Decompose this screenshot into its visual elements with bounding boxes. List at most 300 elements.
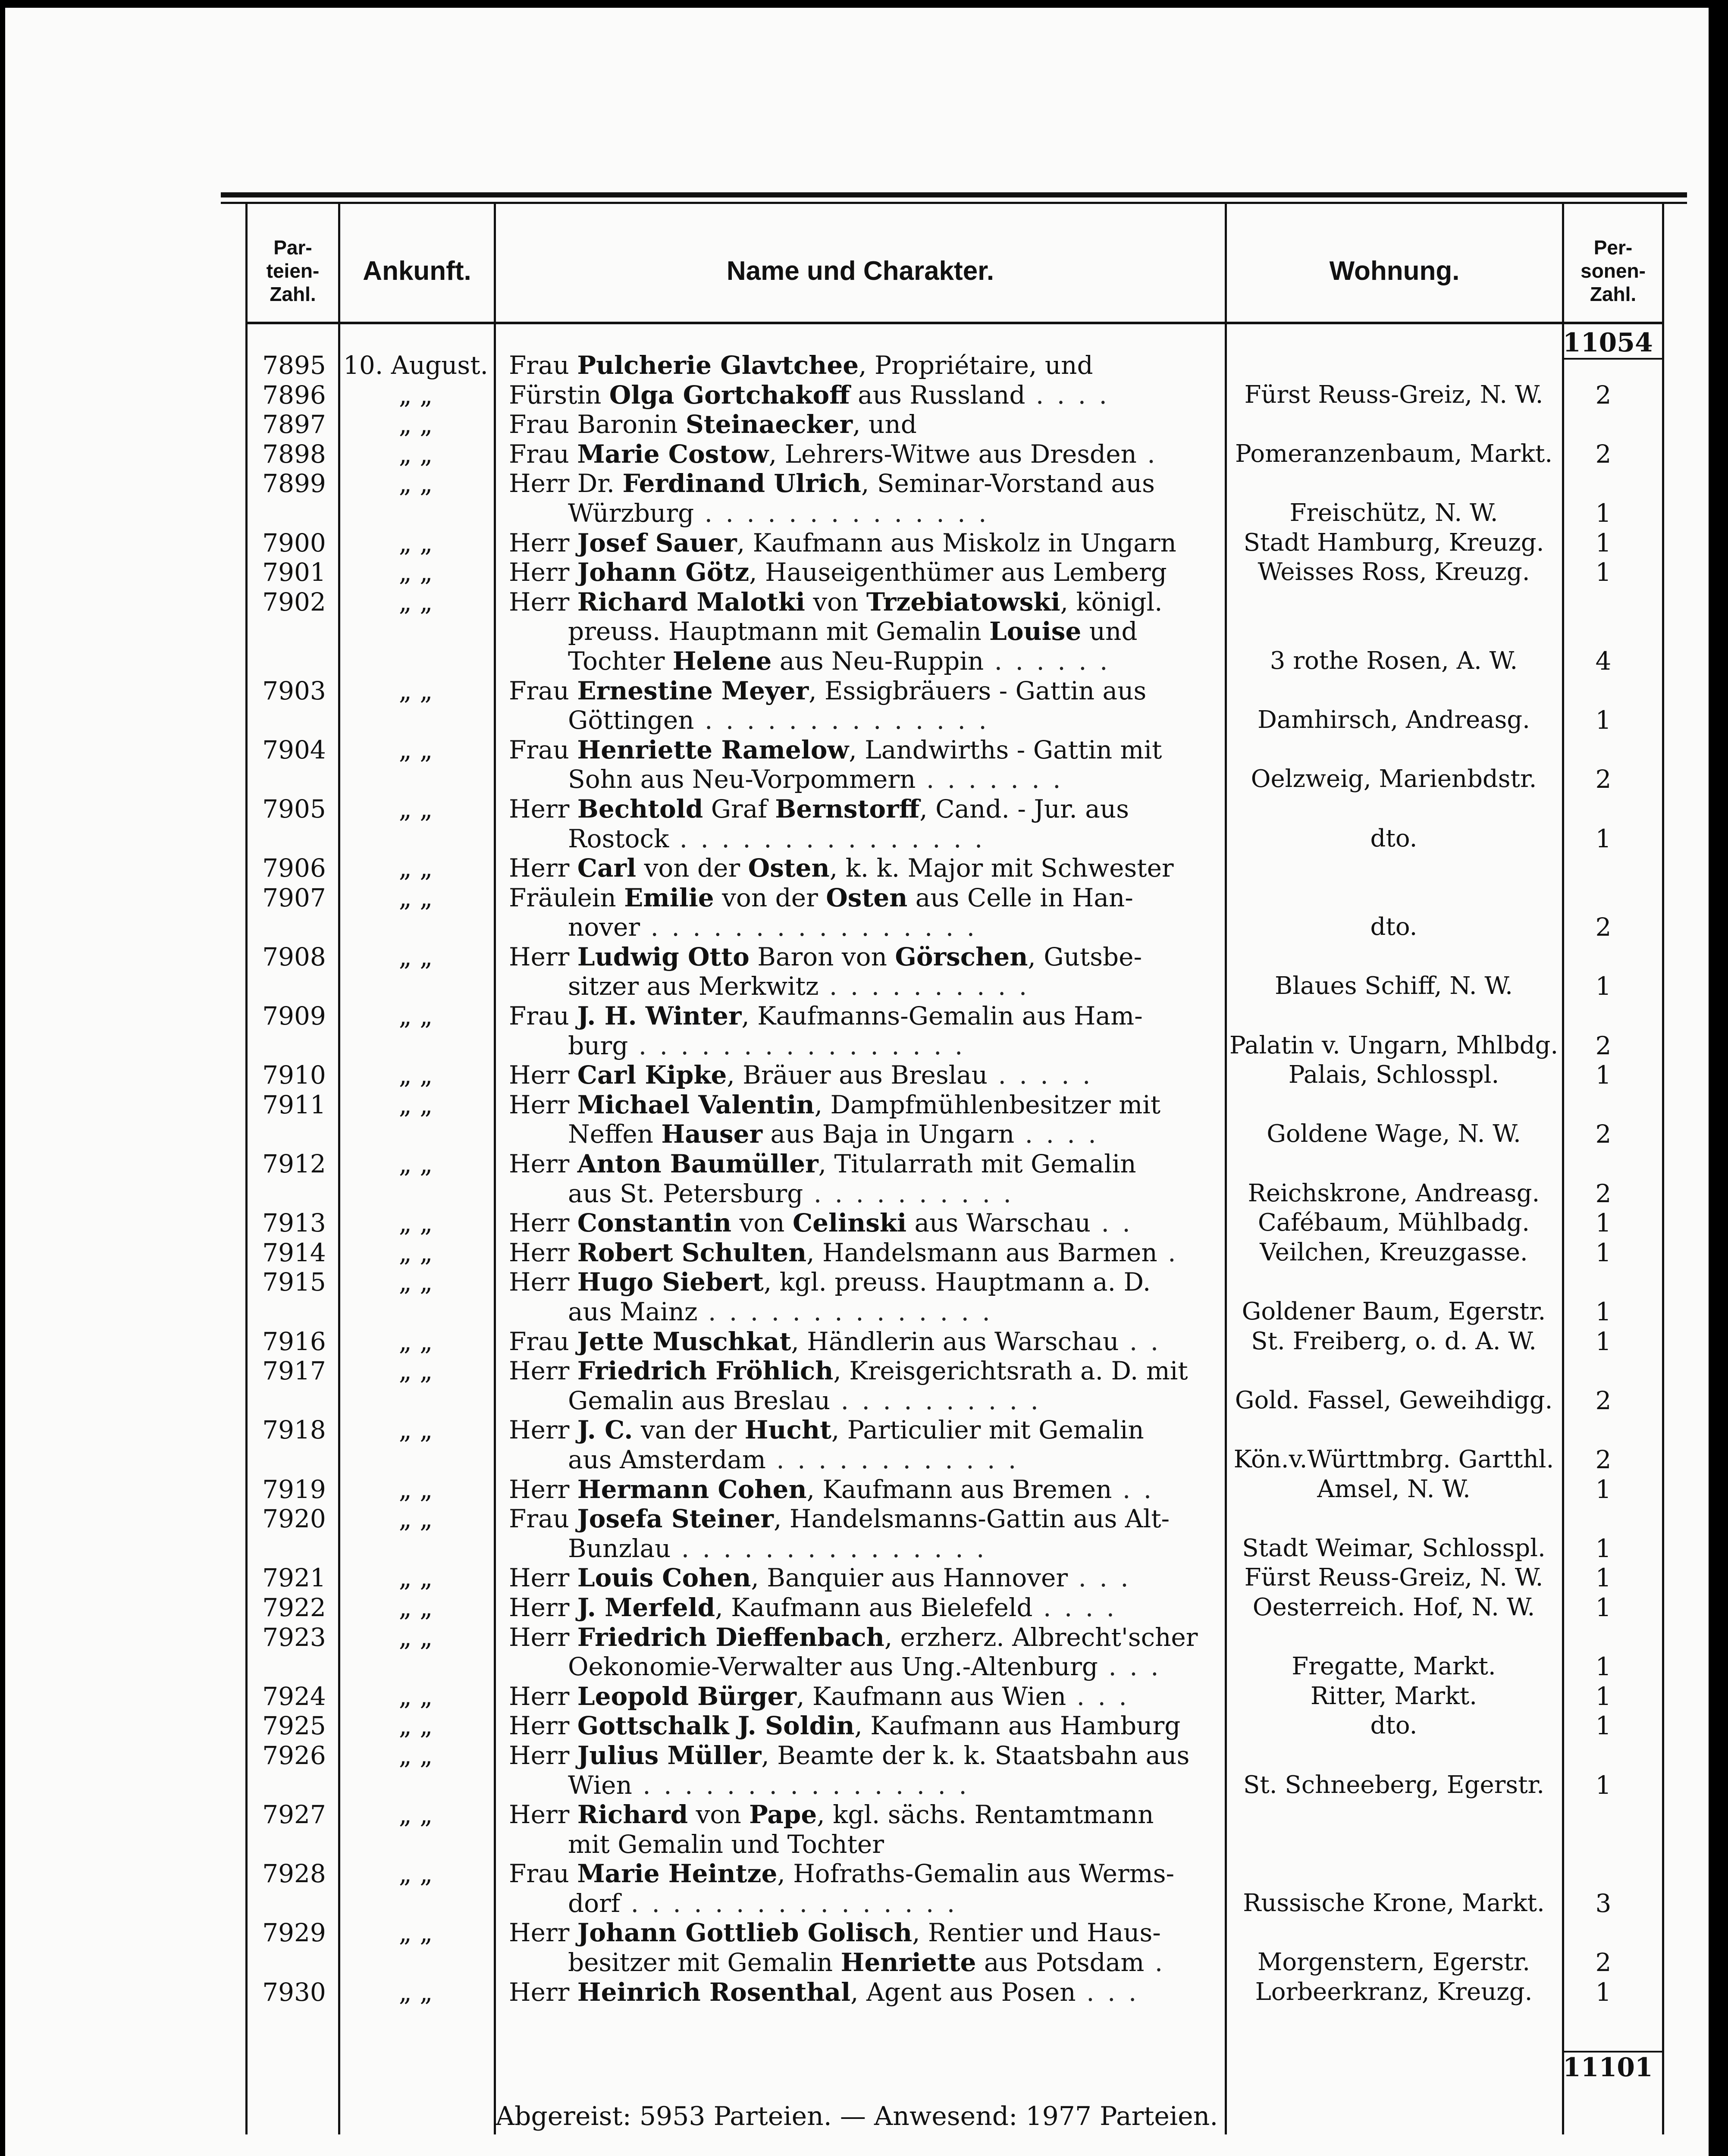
person-name: Josefa Steiner — [577, 1504, 774, 1534]
name-and-character — [568, 1119, 1204, 1149]
persons-count: 1 — [1595, 1592, 1612, 1622]
arrival-date: „ „ — [398, 1208, 433, 1238]
arrival-date: „ „ — [398, 1238, 433, 1267]
entry-line — [5, 794, 1709, 824]
arrival-date: „ „ — [398, 1740, 433, 1770]
parteien-number: 7926 — [262, 1740, 326, 1770]
name-text: sitzer aus Merkwitz — [568, 971, 819, 1001]
name-text: , Hofraths-Gemalin aus Werms- — [777, 1859, 1175, 1889]
person-name: Carl Kipke — [577, 1060, 727, 1090]
name-and-character — [509, 1711, 1203, 1741]
entry-line — [5, 942, 1709, 972]
residence: Blaues Schiff, N. W. — [1275, 972, 1513, 1000]
person-name: J. Merfeld — [577, 1592, 715, 1622]
persons-count: 2 — [1595, 1385, 1612, 1415]
person-name: Louis Cohen — [577, 1563, 751, 1593]
arrival-date: „ „ — [398, 1149, 433, 1179]
name-and-character — [568, 646, 1204, 676]
person-name: Robert Schulten — [577, 1238, 807, 1267]
parteien-number: 7905 — [262, 794, 326, 824]
register-entry — [5, 587, 1709, 676]
register-entry — [5, 1267, 1709, 1326]
register-entry — [5, 1711, 1709, 1741]
name-text: Herr — [509, 528, 577, 558]
arrival-date: „ „ — [398, 1060, 433, 1090]
persons-count: 2 — [1595, 1445, 1612, 1474]
residence: Goldener Baum, Egerstr. — [1242, 1297, 1546, 1326]
name-and-character — [509, 380, 1203, 410]
parteien-number: 7897 — [262, 410, 326, 439]
residence: Amsel, N. W. — [1317, 1475, 1471, 1503]
name-text: Frau — [509, 1859, 577, 1889]
name-text: besitzer mit Gemalin — [568, 1948, 841, 1977]
entry-line — [5, 676, 1709, 706]
persons-count: 2 — [1595, 1948, 1612, 1977]
person-name: Carl — [577, 853, 637, 883]
name-and-character — [509, 853, 1203, 883]
name-text: , Rentier und Haus- — [912, 1918, 1161, 1948]
entry-line — [5, 971, 1709, 1001]
person-name: Trzebiatowski — [866, 587, 1060, 617]
name-text: Bunzlau — [568, 1533, 671, 1563]
name-text: , und — [853, 410, 917, 439]
register-entry — [5, 1859, 1709, 1918]
header-name-und-charakter: Name und Charakter. — [726, 256, 994, 286]
parteien-number: 7919 — [262, 1474, 326, 1504]
entry-line — [5, 1001, 1709, 1031]
name-and-character — [509, 1859, 1203, 1889]
name-text: , Propriétaire, und — [859, 351, 1093, 380]
name-and-character — [509, 558, 1203, 587]
person-name: Gottschalk J. Soldin — [577, 1711, 855, 1741]
leader-dots: . . . . . . . . . . . . . . . . — [632, 1770, 969, 1800]
parteien-number: 7898 — [262, 439, 326, 469]
person-name: Friedrich Fröhlich — [577, 1356, 834, 1386]
name-text: Rostock — [568, 824, 669, 853]
name-text: Frau — [509, 1326, 577, 1356]
register-entry — [5, 1356, 1709, 1415]
parteien-number: 7902 — [262, 587, 326, 617]
name-and-character — [568, 1297, 1204, 1327]
name-text: , erzherz. Albrecht'scher — [884, 1622, 1198, 1652]
name-and-character — [568, 1534, 1204, 1564]
entry-line — [5, 410, 1709, 439]
name-text: , Beamte der k. k. Staatsbahn aus — [761, 1740, 1190, 1770]
name-text: mit Gemalin und Tochter — [568, 1829, 884, 1859]
entry-line — [5, 705, 1709, 735]
footer-summary: Abgereist: 5953 Parteien. — Anwesend: 1977 Parteien. — [496, 2101, 1218, 2131]
arrival-date: „ „ — [398, 1090, 433, 1119]
name-and-character — [509, 1149, 1203, 1179]
name-and-character — [509, 1060, 1203, 1090]
name-and-character — [509, 1918, 1203, 1948]
parteien-number: 7927 — [262, 1800, 326, 1830]
name-text: aus Russland — [850, 380, 1026, 410]
name-text: , Lehrers-Witwe aus Dresden — [768, 439, 1137, 469]
leader-dots: . . . . . . . . . . . . . . . — [671, 1533, 987, 1563]
entry-line — [5, 1475, 1709, 1504]
entry-line — [5, 1889, 1709, 1918]
name-and-character — [509, 735, 1203, 765]
persons-count: 1 — [1595, 824, 1612, 853]
name-and-character — [509, 410, 1203, 439]
residence: Freischütz, N. W. — [1289, 498, 1498, 527]
leader-dots: . — [1144, 1948, 1166, 1977]
name-text: , Kaufmann aus Wien — [796, 1681, 1066, 1711]
person-name: Emilie — [624, 883, 714, 912]
register-page — [5, 8, 1709, 2156]
residence: dto. — [1370, 824, 1418, 852]
register-entry — [5, 528, 1709, 558]
arrival-date: „ „ — [398, 1267, 433, 1297]
parteien-number: 7906 — [262, 853, 326, 883]
entry-line — [5, 1948, 1709, 1977]
register-entry — [5, 1001, 1709, 1060]
name-text: Herr — [509, 1238, 577, 1267]
name-and-character — [568, 1889, 1204, 1918]
name-and-character — [509, 1267, 1203, 1297]
name-text: Herr Dr. — [509, 469, 623, 498]
persons-count: 1 — [1595, 1770, 1612, 1800]
name-and-character — [509, 1563, 1203, 1593]
arrival-date: „ „ — [398, 380, 433, 410]
register-entry — [5, 1918, 1709, 1977]
entry-line — [5, 1623, 1709, 1652]
parteien-number: 7925 — [262, 1711, 326, 1741]
parteien-number: 7914 — [262, 1238, 326, 1267]
name-text: , königl. — [1060, 587, 1163, 617]
person-name: Leopold Bürger — [577, 1681, 797, 1711]
leader-dots: . . . . . . — [984, 646, 1110, 676]
persons-count: 1 — [1595, 498, 1612, 528]
header-ankunft: Ankunft. — [363, 256, 471, 286]
persons-count: 1 — [1595, 1060, 1612, 1090]
person-name: Ferdinand Ulrich — [622, 469, 861, 498]
parteien-number: 7900 — [262, 528, 326, 558]
person-name: Olga Gortchakoff — [609, 380, 850, 410]
name-text: aus Mainz — [568, 1297, 698, 1326]
leader-dots: . . . . . . . . . . . . . . — [694, 705, 989, 735]
entry-line — [5, 1060, 1709, 1090]
leader-dots: . . . — [1068, 1563, 1131, 1593]
register-entry — [5, 558, 1709, 587]
residence: Lorbeerkranz, Kreuzg. — [1255, 1977, 1533, 2006]
leader-dots: . . . — [1066, 1681, 1129, 1711]
register-entry — [5, 380, 1709, 410]
name-text: Herr — [509, 942, 577, 971]
name-and-character — [509, 587, 1203, 617]
register-entry — [5, 1238, 1709, 1268]
name-text: Frau — [509, 1504, 577, 1534]
person-name: Anton Baumüller — [577, 1149, 819, 1179]
persons-count: 1 — [1595, 1652, 1612, 1682]
leader-dots: . . — [1091, 1208, 1133, 1238]
person-name: Jette Muschkat — [577, 1326, 791, 1356]
residence: Pomeranzenbaum, Markt. — [1235, 439, 1553, 468]
persons-count: 1 — [1595, 1681, 1612, 1711]
entry-line — [5, 883, 1709, 913]
entry-line — [5, 765, 1709, 794]
name-text: von — [805, 587, 866, 617]
leader-dots: . . . . — [1014, 1119, 1099, 1149]
register-entry — [5, 735, 1709, 794]
name-and-character — [568, 971, 1204, 1001]
name-text: und — [1081, 617, 1138, 646]
parteien-number: 7922 — [262, 1592, 326, 1622]
person-name: Osten — [748, 853, 830, 883]
entry-line — [5, 1090, 1709, 1120]
persons-count: 3 — [1595, 1888, 1612, 1918]
name-and-character — [568, 765, 1204, 794]
name-text: Herr — [509, 1800, 577, 1830]
name-text: , Händlerin aus Warschau — [791, 1326, 1119, 1356]
register-entry — [5, 1593, 1709, 1623]
leader-dots: . . . — [1098, 1652, 1161, 1682]
name-text: Herr — [509, 1208, 577, 1238]
leader-dots: . . . . . . . . . . . . . . . . — [640, 912, 978, 942]
leader-dots: . . — [1112, 1474, 1154, 1504]
register-entry — [5, 676, 1709, 735]
person-name: Louise — [989, 617, 1082, 646]
name-and-character — [509, 439, 1203, 469]
person-name: Richard — [577, 1800, 688, 1830]
arrival-date: „ „ — [398, 1800, 433, 1830]
arrival-date: „ „ — [398, 942, 433, 971]
register-entry — [5, 410, 1709, 439]
persons-count: 1 — [1595, 1208, 1612, 1238]
entry-line — [5, 498, 1709, 528]
name-and-character — [568, 1652, 1204, 1682]
persons-count: 2 — [1595, 765, 1612, 794]
name-text: Herr — [509, 1090, 577, 1119]
name-and-character — [509, 1001, 1203, 1031]
name-text: aus Potsdam — [976, 1948, 1145, 1977]
arrival-date: „ „ — [398, 1711, 433, 1741]
parteien-number: 7907 — [262, 883, 326, 912]
arrival-date: „ „ — [398, 1356, 433, 1386]
entry-line — [5, 1652, 1709, 1682]
entry-line — [5, 1386, 1709, 1416]
person-name: Bernstorff — [775, 794, 920, 824]
persons-count — [1563, 853, 1644, 883]
register-entry — [5, 1682, 1709, 1711]
parteien-number: 7895 — [262, 351, 326, 380]
total-sum: 11101 — [1563, 2053, 1653, 2083]
residence: Gold. Fassel, Geweihdigg. — [1235, 1386, 1553, 1414]
parteien-number: 7901 — [262, 558, 326, 587]
name-text: preuss. Hauptmann mit Gemalin — [568, 617, 990, 646]
name-text: aus St. Petersburg — [568, 1178, 803, 1208]
person-name: J. C. — [577, 1415, 633, 1445]
residence: Cafébaum, Mühlbadg. — [1258, 1209, 1530, 1237]
name-text: Herr — [509, 1622, 577, 1652]
person-name: Görschen — [895, 942, 1028, 971]
name-and-character — [568, 1771, 1204, 1800]
register-entry — [5, 439, 1709, 469]
carry-over-sum: 11054 — [1563, 328, 1653, 358]
name-and-character — [509, 883, 1203, 913]
person-name: Hugo Siebert — [577, 1267, 764, 1297]
entry-line — [5, 1711, 1709, 1741]
persons-count: 2 — [1595, 380, 1612, 410]
name-text: , Handelsmann aus Barmen — [806, 1238, 1157, 1267]
name-and-character — [509, 1090, 1203, 1120]
person-name: Friedrich Dieffenbach — [577, 1622, 884, 1652]
name-text: Herr — [509, 1563, 577, 1593]
name-text: Herr — [509, 1711, 577, 1741]
leader-dots: . . — [1119, 1326, 1161, 1356]
entry-line — [5, 469, 1709, 498]
residence: Fürst Reuss-Greiz, N. W. — [1244, 1564, 1543, 1592]
name-text: Herr — [509, 794, 577, 824]
leader-dots: . . . . — [1032, 1592, 1117, 1622]
arrival-date: „ „ — [398, 1504, 433, 1534]
name-text: aus Celle in Han- — [907, 883, 1133, 912]
persons-count: 1 — [1595, 1563, 1612, 1593]
parteien-number: 7911 — [262, 1090, 326, 1119]
arrival-date: „ „ — [398, 883, 433, 912]
name-text: Göttingen — [568, 705, 694, 735]
name-text: Herr — [509, 1740, 577, 1770]
name-and-character — [509, 528, 1203, 558]
person-name: Michael Valentin — [577, 1090, 815, 1119]
person-name: Bechtold — [577, 794, 703, 824]
arrival-date: „ „ — [398, 1622, 433, 1652]
persons-count: 2 — [1595, 439, 1612, 469]
entry-line — [5, 1445, 1709, 1475]
name-text: Herr — [509, 1592, 577, 1622]
name-and-character — [568, 1179, 1204, 1209]
name-and-character — [509, 676, 1203, 706]
name-text: van der — [633, 1415, 745, 1445]
leader-dots: . . . . — [1025, 380, 1110, 410]
person-name: Henriette Ramelow — [577, 735, 849, 765]
name-and-character — [568, 498, 1204, 528]
register-entry — [5, 942, 1709, 1001]
leader-dots: . . . . . . . . . . . . . . . . — [620, 1888, 958, 1918]
register-entry — [5, 1977, 1709, 2007]
person-name: Henriette — [840, 1948, 976, 1977]
name-text: , kgl. preuss. Hauptmann a. D. — [763, 1267, 1151, 1297]
entry-line — [5, 735, 1709, 765]
entry-line — [5, 1800, 1709, 1830]
residence: Stadt Hamburg, Kreuzg. — [1243, 528, 1544, 557]
register-entry — [5, 1208, 1709, 1238]
person-name: Pape — [749, 1800, 817, 1830]
name-text: Wien — [568, 1770, 632, 1800]
name-text: Baron von — [749, 942, 895, 971]
persons-count: 2 — [1595, 912, 1612, 942]
name-text: , Landwirths - Gattin mit — [849, 735, 1162, 765]
entry-line — [5, 1741, 1709, 1771]
entry-line — [5, 1267, 1709, 1297]
name-text: von der — [714, 883, 826, 912]
header-wohnung: Wohnung. — [1329, 256, 1460, 286]
parteien-number: 7921 — [262, 1563, 326, 1593]
name-and-character — [509, 1623, 1203, 1652]
parteien-number: 7917 — [262, 1356, 326, 1386]
parteien-number: 7899 — [262, 469, 326, 498]
persons-count: 1 — [1595, 1297, 1612, 1326]
residence: Stadt Weimar, Schlosspl. — [1242, 1534, 1546, 1562]
entry-line — [5, 1031, 1709, 1061]
register-entry — [5, 469, 1709, 528]
name-text: von — [731, 1208, 793, 1238]
name-text: , Kaufmann aus Miskolz in Ungarn — [737, 528, 1176, 558]
name-and-character — [509, 942, 1203, 972]
name-text: nover — [568, 912, 640, 942]
person-name: Marie Heintze — [577, 1859, 778, 1889]
arrival-date: „ „ — [398, 1859, 433, 1889]
name-text: Herr — [509, 1918, 577, 1948]
entry-line — [5, 1415, 1709, 1445]
residence: Oelzweig, Marienbdstr. — [1251, 765, 1537, 793]
name-text: von — [688, 1800, 750, 1830]
name-and-character — [509, 1504, 1203, 1534]
name-text: Herr — [509, 1060, 577, 1090]
person-name: Josef Sauer — [577, 528, 737, 558]
person-name: Ludwig Otto — [577, 942, 750, 971]
register-entry — [5, 1149, 1709, 1208]
name-text: , Kaufmann aus Bremen — [806, 1474, 1112, 1504]
name-text: aus Amsterdam — [568, 1445, 766, 1474]
name-text: Gemalin aus Breslau — [568, 1385, 831, 1415]
residence: Veilchen, Kreuzgasse. — [1260, 1238, 1528, 1266]
name-and-character — [568, 1830, 1204, 1859]
arrival-date: „ „ — [398, 1326, 433, 1356]
name-text: Herr — [509, 1474, 577, 1504]
persons-count: 1 — [1595, 1326, 1612, 1356]
name-text: Neffen — [568, 1119, 662, 1149]
leader-dots: . — [1136, 439, 1158, 469]
name-text: Herr — [509, 558, 577, 587]
residence: dto. — [1370, 1711, 1418, 1740]
entry-line — [5, 1918, 1709, 1948]
person-name: Johann Gottlieb Golisch — [577, 1918, 913, 1948]
arrival-date: „ „ — [398, 410, 433, 439]
entry-line — [5, 617, 1709, 646]
parteien-number: 7929 — [262, 1918, 326, 1948]
name-and-character — [568, 705, 1204, 735]
residence: Damhirsch, Andreasg. — [1258, 706, 1530, 734]
parteien-number: 7903 — [262, 676, 326, 705]
arrival-date: „ „ — [398, 1563, 433, 1593]
name-and-character — [509, 1977, 1203, 2007]
parteien-number: 7913 — [262, 1208, 326, 1238]
persons-count: 1 — [1595, 1474, 1612, 1504]
persons-count: 1 — [1595, 1711, 1612, 1741]
entry-line — [5, 439, 1709, 469]
leader-dots: . . . . . . . . . . . . . . . — [669, 824, 985, 853]
register-entry — [5, 1475, 1709, 1504]
name-and-character — [509, 1593, 1203, 1623]
entry-line — [5, 1238, 1709, 1268]
name-and-character — [509, 469, 1203, 498]
person-name: Celinski — [792, 1208, 907, 1238]
register-entry — [5, 1623, 1709, 1682]
arrival-date: „ „ — [398, 853, 433, 883]
person-name: Marie Costow — [577, 439, 769, 469]
register-entry — [5, 1741, 1709, 1800]
name-and-character — [568, 1386, 1204, 1416]
name-text: , k. k. Major mit Schwester — [829, 853, 1174, 883]
leader-dots: . . . . . . . . . . . . . . — [694, 498, 989, 528]
name-and-character — [509, 794, 1203, 824]
entry-line — [5, 1149, 1709, 1179]
persons-count: 1 — [1595, 971, 1612, 1001]
arrival-date: „ „ — [398, 1474, 433, 1504]
name-text: Fräulein — [509, 883, 624, 912]
